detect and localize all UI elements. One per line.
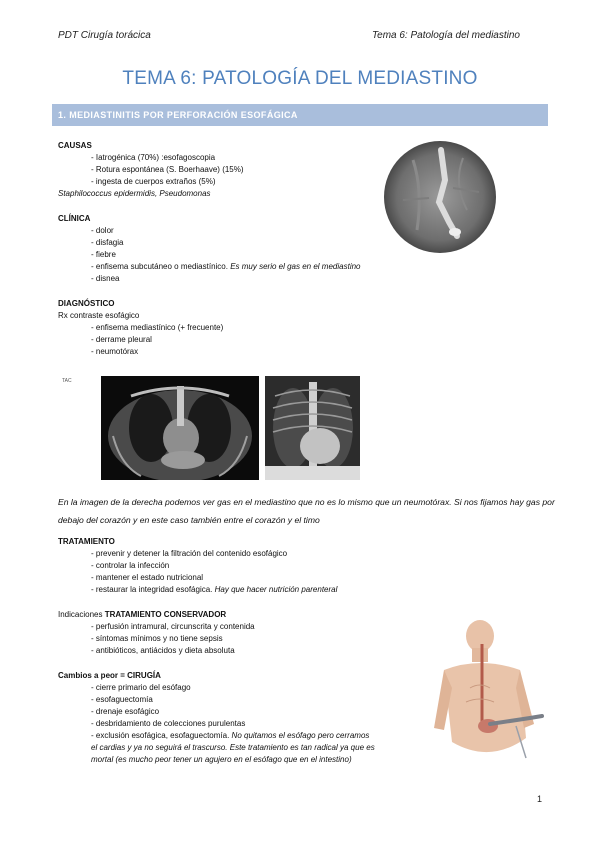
- diagnostico-item-2: - derrame pleural: [91, 335, 152, 344]
- conservador-heading-bold: TRATAMIENTO CONSERVADOR: [104, 610, 227, 619]
- diagnostico-sub: Rx contraste esofágico: [58, 311, 140, 320]
- causas-item-3: - ingesta de cuerpos extraños (5%): [91, 177, 216, 186]
- section-heading: 1. MEDIASTINITIS POR PERFORACIÓN ESOFÁGICA: [52, 104, 548, 126]
- causas-item-2: - Rotura espontánea (S. Boerhaave) (15%): [91, 165, 244, 174]
- cirugia-note-2: el cardias y ya no seguirá el trascurso. Este tratamiento es tan radical ya que es: [91, 743, 375, 752]
- diagnostico-item-3: - neumotórax: [91, 347, 139, 356]
- clinica-heading: CLÍNICA: [58, 214, 91, 223]
- cirugia-heading: Cambios a peor = CIRUGÍA: [58, 671, 161, 680]
- tratamiento-heading: TRATAMIENTO: [58, 537, 115, 546]
- clinica-item-3: - fiebre: [91, 250, 116, 259]
- conservador-heading-prefix: Indicaciones: [58, 610, 105, 619]
- clinica-note: Es muy serio el gas en el mediastino: [230, 262, 361, 271]
- diagnostico-item-1: - enfisema mediastínico (+ frecuente): [91, 323, 224, 332]
- diagnostico-heading: DIAGNÓSTICO: [58, 299, 115, 308]
- cirugia-item-3: - drenaje esofágico: [91, 707, 160, 716]
- conservador-item-2: - síntomas mínimos y no tiene sepsis: [91, 634, 223, 643]
- header-left: PDT Cirugía torácica: [58, 30, 151, 41]
- ct-scan-image: [101, 376, 259, 480]
- tratamiento-item-3: - mantener el estado nutricional: [91, 573, 204, 582]
- causas-item-1: - Iatrogénica (70%) :esofagoscopia: [91, 153, 216, 162]
- header-right: Tema 6: Patología del mediastino: [371, 30, 520, 41]
- cirugia-note-3: mortal (es mucho peor tener un agujero en el esófago que en el intestino): [91, 755, 352, 764]
- clinica-item-5: - disnea: [91, 274, 120, 283]
- esophagus-anatomy-illustration: [430, 618, 548, 770]
- cirugia-item-5-text: - exclusión esofágica, esofaguectomía.: [91, 731, 230, 740]
- causas-note: Staphilococcus epidermidis, Pseudomonas: [58, 189, 211, 198]
- clinica-item-4: [91, 262, 361, 272]
- cirugia-item-1: - cierre primario del esófago: [91, 683, 191, 692]
- tratamiento-item-4: [91, 585, 337, 595]
- clinica-item-4-text: - enfisema subcutáneo o mediastínico.: [91, 262, 228, 271]
- tratamiento-item-2: - controlar la infección: [91, 561, 170, 570]
- tratamiento-item-4-text: - restaurar la integridad esofágica.: [91, 585, 213, 594]
- clinica-item-2: - disfagia: [91, 238, 124, 247]
- tac-label: TAC: [62, 378, 72, 384]
- causas-heading: CAUSAS: [58, 141, 92, 150]
- esophagogram-image: [383, 140, 497, 254]
- chest-xray-image: [265, 376, 360, 480]
- conservador-heading: [58, 610, 226, 620]
- cirugia-item-2: - esofaguectomía: [91, 695, 153, 704]
- explanation-paragraph: En la imagen de la derecha podemos ver gas en el mediastino que no es lo mismo que un neumotórax. Si nos fijamos hay gas por debajo del corazón y en este caso también entre el corazón y el timo: [58, 497, 555, 525]
- cirugia-item-4: - desbridamiento de colecciones purulentas: [91, 719, 246, 728]
- page-number: 1: [536, 794, 542, 804]
- clinica-item-1: - dolor: [91, 226, 114, 235]
- tratamiento-item-1: - prevenir y detener la filtración del contenido esofágico: [91, 549, 288, 558]
- page-title: TEMA 6: PATOLOGÍA DEL MEDIASTINO: [122, 68, 478, 89]
- tratamiento-note: Hay que hacer nutrición parenteral: [214, 585, 338, 594]
- conservador-item-3: - antibióticos, antiácidos y dieta absoluta: [91, 646, 235, 655]
- cirugia-item-5: [91, 731, 369, 741]
- cirugia-note-1: No quitamos el esófago pero cerramos: [231, 731, 370, 740]
- conservador-item-1: - perfusión intramural, circunscrita y contenida: [91, 622, 255, 631]
